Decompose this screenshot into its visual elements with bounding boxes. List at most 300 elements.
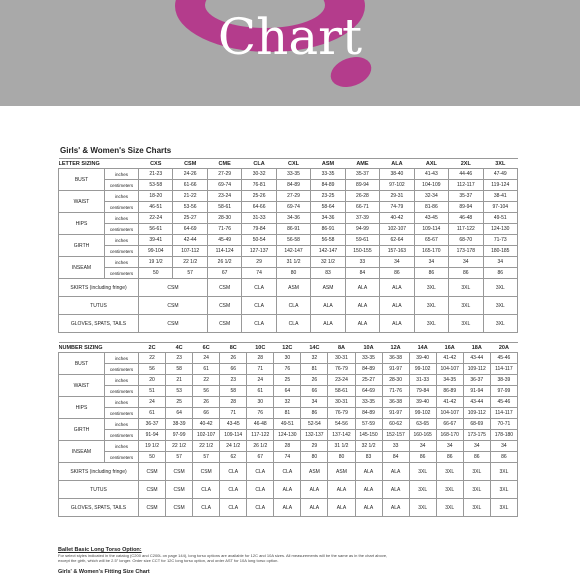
table-cell: ALA xyxy=(345,297,379,315)
table-cell: 180-185 xyxy=(483,246,517,257)
table-cell: 19 1/2 xyxy=(139,441,166,452)
table-cell: 35-37 xyxy=(449,191,483,202)
table-cell: 22 xyxy=(139,353,166,364)
measurement-row xyxy=(59,246,518,257)
table-cell: 71-73 xyxy=(483,235,517,246)
measurement-label: INSEAM xyxy=(59,257,105,279)
measurement-row xyxy=(59,441,518,452)
table-cell: 57 xyxy=(173,268,207,279)
table-cell: CLA xyxy=(242,279,276,297)
table-cell: 23-25 xyxy=(311,191,345,202)
unit-label: centimeters xyxy=(105,180,139,191)
garment-label: TUTUS xyxy=(59,297,139,315)
table-cell: 97-102 xyxy=(380,180,414,191)
table-cell: 32 xyxy=(274,397,301,408)
next-chart-title: Girls' & Women's Fitting Size Chart xyxy=(58,569,150,575)
table-cell: 86 xyxy=(436,452,463,463)
measurement-row xyxy=(59,408,518,419)
size-header-cell: AME xyxy=(345,159,379,169)
table-cell: 64-66 xyxy=(242,202,276,213)
table-cell: ALA xyxy=(345,315,379,333)
table-cell: 83 xyxy=(355,452,382,463)
measurement-row xyxy=(59,375,518,386)
table-cell: 3XL xyxy=(483,315,517,333)
unit-label: inches xyxy=(105,353,139,364)
table-cell: 30 xyxy=(274,353,301,364)
table-cell: 109-114 xyxy=(414,224,448,235)
table-cell: 22 xyxy=(193,375,220,386)
size-header-cell: 14A xyxy=(409,343,436,353)
measurement-row xyxy=(59,224,518,235)
table-cell: 28 xyxy=(247,353,274,364)
table-cell: 67 xyxy=(247,452,274,463)
table-cell: ASM xyxy=(301,463,328,481)
table-cell: 117-122 xyxy=(449,224,483,235)
table-cell: 34 xyxy=(463,441,490,452)
table-cell: 69-74 xyxy=(276,202,310,213)
table-cell: 28 xyxy=(274,441,301,452)
size-header-cell: 18A xyxy=(463,343,490,353)
unit-label: centimeters xyxy=(105,452,139,463)
table-cell: CLA xyxy=(220,463,247,481)
table-cell: 57 xyxy=(166,452,193,463)
table-cell: 3XL xyxy=(483,297,517,315)
table-cell: 56-61 xyxy=(139,224,173,235)
table-cell: 32 xyxy=(301,353,328,364)
measurement-row xyxy=(59,397,518,408)
table-cell: ALA xyxy=(380,297,414,315)
table-cell: 76 xyxy=(247,408,274,419)
table-cell: 76-79 xyxy=(328,408,355,419)
measurement-row xyxy=(59,191,518,202)
size-header-row xyxy=(59,159,518,169)
table-cell: CSM xyxy=(139,315,208,333)
table-cell: 22-24 xyxy=(139,213,173,224)
size-header-cell: 8C xyxy=(220,343,247,353)
table-cell: 43-44 xyxy=(463,353,490,364)
table-cell: 27-29 xyxy=(207,169,241,180)
table-cell: 86-91 xyxy=(276,224,310,235)
table-cell: 32 1/2 xyxy=(311,257,345,268)
notes-section xyxy=(58,547,528,575)
size-header-cell: 4C xyxy=(166,343,193,353)
unit-label: inches xyxy=(105,169,139,180)
table-cell: 38-39 xyxy=(166,419,193,430)
table-cell: 61 xyxy=(139,408,166,419)
size-header-cell: 8A xyxy=(328,343,355,353)
table-cell: 30-31 xyxy=(328,353,355,364)
table-cell: 152-157 xyxy=(382,430,409,441)
table-cell: 34 xyxy=(483,257,517,268)
table-cell: 28-30 xyxy=(382,375,409,386)
table-cell: 86 xyxy=(301,408,328,419)
table-cell: 3XL xyxy=(436,463,463,481)
measurement-row xyxy=(59,213,518,224)
table-cell: 3XL xyxy=(409,499,436,517)
table-cell: 3XL xyxy=(463,499,490,517)
table-cell: 24 xyxy=(193,353,220,364)
table-cell: 62-64 xyxy=(380,235,414,246)
size-header-cell: CXL xyxy=(276,159,310,169)
size-header-cell: AXL xyxy=(414,159,448,169)
size-header-cell: 20A xyxy=(490,343,517,353)
table-cell: 64 xyxy=(274,386,301,397)
table-cell: ASM xyxy=(328,463,355,481)
table-cell: 34 xyxy=(301,397,328,408)
unit-label: centimeters xyxy=(105,408,139,419)
table-cell: 31 1/2 xyxy=(276,257,310,268)
table-cell: 36-37 xyxy=(463,375,490,386)
table-cell: 67 xyxy=(207,268,241,279)
table-cell: 34 xyxy=(380,257,414,268)
table-cell: 3XL xyxy=(409,463,436,481)
table-cell: CSM xyxy=(207,297,241,315)
table-cell: CSM xyxy=(166,463,193,481)
table-cell: 3XL xyxy=(436,499,463,517)
table-cell: 24 xyxy=(247,375,274,386)
table-cell: 84 xyxy=(345,268,379,279)
table-cell: CSM xyxy=(166,481,193,499)
table-cell: CSM xyxy=(207,315,241,333)
unit-label: centimeters xyxy=(105,364,139,375)
table-cell: 29-31 xyxy=(380,191,414,202)
table-cell: 99-102 xyxy=(409,408,436,419)
table-cell: 53-56 xyxy=(173,202,207,213)
table-cell: 86 xyxy=(414,268,448,279)
table-cell: 66 xyxy=(220,364,247,375)
unit-label: inches xyxy=(105,441,139,452)
table-cell: CSM xyxy=(139,297,208,315)
table-cell: ALA xyxy=(274,481,301,499)
garment-label: GLOVES, SPATS, TAILS xyxy=(59,499,139,517)
table-cell: 74 xyxy=(242,268,276,279)
table-cell: 69-74 xyxy=(207,180,241,191)
table-cell: 28-30 xyxy=(207,213,241,224)
size-header-cell: CSM xyxy=(173,159,207,169)
table-cell: 26 xyxy=(220,353,247,364)
table-cell: CLA xyxy=(220,481,247,499)
table-cell: CSM xyxy=(193,463,220,481)
table-cell: 63-65 xyxy=(409,419,436,430)
size-header-cell: CXS xyxy=(139,159,173,169)
table-cell: 124-130 xyxy=(274,430,301,441)
table-cell: 74 xyxy=(274,452,301,463)
size-header-cell: CME xyxy=(207,159,241,169)
table-cell: 79-84 xyxy=(242,224,276,235)
table-cell: CSM xyxy=(207,279,241,297)
table-cell: ALA xyxy=(355,481,382,499)
measurement-row xyxy=(59,180,518,191)
table-cell: ALA xyxy=(380,315,414,333)
unit-label: inches xyxy=(105,397,139,408)
table-cell: 34 xyxy=(414,257,448,268)
table-cell: 27-29 xyxy=(276,191,310,202)
size-header-cell: ASM xyxy=(311,159,345,169)
table-cell: 64-69 xyxy=(173,224,207,235)
garment-row xyxy=(59,297,518,315)
table-cell: 25 xyxy=(166,397,193,408)
table-cell: 43-45 xyxy=(220,419,247,430)
table-cell: 29 xyxy=(242,257,276,268)
table-cell: 41-42 xyxy=(436,397,463,408)
table-cell: 31-33 xyxy=(242,213,276,224)
table-cell: 26 xyxy=(193,397,220,408)
table-cell: 24 1/2 xyxy=(220,441,247,452)
table-cell: 86 xyxy=(463,452,490,463)
table-cell: 23 xyxy=(220,375,247,386)
table-cell: 80 xyxy=(328,452,355,463)
table-cell: 58 xyxy=(166,364,193,375)
table-cell: 25 xyxy=(274,375,301,386)
table-cell: 127-137 xyxy=(242,246,276,257)
table-cell: 31 1/2 xyxy=(328,441,355,452)
table-cell: 26 xyxy=(301,375,328,386)
size-header-cell: 10A xyxy=(355,343,382,353)
table-cell: 58-64 xyxy=(311,202,345,213)
table-cell: 81-86 xyxy=(414,202,448,213)
table-cell: 53-58 xyxy=(139,180,173,191)
table-cell: 94-99 xyxy=(345,224,379,235)
measurement-row xyxy=(59,452,518,463)
unit-label: centimeters xyxy=(105,224,139,235)
table-cell: ALA xyxy=(311,297,345,315)
table-cell: 41-42 xyxy=(436,353,463,364)
table-cell: 36-38 xyxy=(382,397,409,408)
unit-label: inches xyxy=(105,213,139,224)
table-cell: 30-32 xyxy=(242,169,276,180)
letter-sizing-table xyxy=(58,158,518,333)
size-header-cell: 12C xyxy=(274,343,301,353)
unit-label: inches xyxy=(105,257,139,268)
table-cell: 104-109 xyxy=(414,180,448,191)
size-header-cell: 2XL xyxy=(449,159,483,169)
table-cell: 23-24 xyxy=(207,191,241,202)
table-cell: CLA xyxy=(247,463,274,481)
table-cell: 61 xyxy=(193,364,220,375)
header-banner xyxy=(0,0,580,106)
measurement-label: GIRTH xyxy=(59,235,105,257)
table-cell: 61-66 xyxy=(173,180,207,191)
measurement-row xyxy=(59,235,518,246)
table-cell: 21 xyxy=(166,375,193,386)
unit-label: centimeters xyxy=(105,268,139,279)
size-header-cell: 6C xyxy=(193,343,220,353)
measurement-label: BUST xyxy=(59,169,105,191)
table-cell: 22 1/2 xyxy=(173,257,207,268)
table-cell: 178-180 xyxy=(490,430,517,441)
measurement-row xyxy=(59,419,518,430)
table-cell: 32-34 xyxy=(414,191,448,202)
table-cell: 3XL xyxy=(490,463,517,481)
table-cell: 56 xyxy=(139,364,166,375)
table-cell: 45-49 xyxy=(207,235,241,246)
unit-label: inches xyxy=(105,235,139,246)
table-cell: CSM xyxy=(166,499,193,517)
table-cell: 60-62 xyxy=(382,419,409,430)
table-cell: 33 xyxy=(345,257,379,268)
table-cell: 45-46 xyxy=(490,397,517,408)
notes-line: For select styles indicated in the catalog (C200 and C200L on page 144), long torso options are available for 12C and 10A sizes. All measurements will be the same as in the chart above, xyxy=(58,553,388,558)
table-cell: 38-40 xyxy=(380,169,414,180)
table-cell: 56-58 xyxy=(276,235,310,246)
table-cell: 36-37 xyxy=(139,419,166,430)
table-cell: 3XL xyxy=(414,315,448,333)
table-cell: 29 xyxy=(301,441,328,452)
table-cell: 62 xyxy=(220,452,247,463)
table-cell: 84-89 xyxy=(276,180,310,191)
notes-line: except the girth, which will be 2.5" longer. Order size CCT for 12C long torso option, and order AST for 10A long torso option. xyxy=(58,558,279,563)
table-cell: 58-61 xyxy=(207,202,241,213)
table-cell: 97-99 xyxy=(490,386,517,397)
table-cell: 58 xyxy=(220,386,247,397)
measurement-row xyxy=(59,364,518,375)
table-cell: 31-33 xyxy=(409,375,436,386)
table-cell: 43-44 xyxy=(463,397,490,408)
table-cell: 3XL xyxy=(490,481,517,499)
number-sizing-table xyxy=(58,342,518,517)
measurement-label: WAIST xyxy=(59,191,105,213)
garment-label: TUTUS xyxy=(59,481,139,499)
table-cell: CLA xyxy=(242,297,276,315)
table-cell: 3XL xyxy=(449,315,483,333)
table-cell: 28 xyxy=(220,397,247,408)
table-cell: 26 1/2 xyxy=(247,441,274,452)
notes-title: Ballet Basic Long Torso Option: xyxy=(58,547,142,553)
table-cell: 70-71 xyxy=(490,419,517,430)
garment-label: SKIRTS (including fringe) xyxy=(59,279,139,297)
measurement-row xyxy=(59,268,518,279)
document-title: Girls' & Women's Size Charts xyxy=(60,146,172,155)
table-cell: 59-61 xyxy=(345,235,379,246)
table-cell: 68-70 xyxy=(449,235,483,246)
table-cell: 81 xyxy=(274,408,301,419)
measurement-label: GIRTH xyxy=(59,419,105,441)
garment-row xyxy=(59,279,518,297)
table-cell: 39-40 xyxy=(409,353,436,364)
table-cell: ASM xyxy=(276,279,310,297)
table-cell: CLA xyxy=(247,481,274,499)
table-cell: 54-56 xyxy=(328,419,355,430)
measurement-label: WAIST xyxy=(59,375,105,397)
table-cell: CSM xyxy=(139,499,166,517)
table-cell: 66 xyxy=(193,408,220,419)
table-cell: 86 xyxy=(409,452,436,463)
measurement-row xyxy=(59,430,518,441)
table-cell: 160-165 xyxy=(409,430,436,441)
table-cell: 33-35 xyxy=(311,169,345,180)
table-cell: 86-89 xyxy=(436,386,463,397)
table-cell: 3XL xyxy=(409,481,436,499)
table-cell: 102-107 xyxy=(193,430,220,441)
table-cell: 57 xyxy=(193,452,220,463)
measurement-row xyxy=(59,386,518,397)
table-cell: 66-71 xyxy=(345,202,379,213)
table-cell: 42-44 xyxy=(173,235,207,246)
table-cell: 43-45 xyxy=(414,213,448,224)
table-cell: 91-94 xyxy=(139,430,166,441)
garment-label: SKIRTS (including fringe) xyxy=(59,463,139,481)
table-cell: 56 xyxy=(193,386,220,397)
measurement-row xyxy=(59,169,518,180)
table-cell: CLA xyxy=(220,499,247,517)
table-cell: ALA xyxy=(301,481,328,499)
table-cell: 150-155 xyxy=(345,246,379,257)
section-label: NUMBER SIZING xyxy=(59,343,139,353)
table-cell: 52-54 xyxy=(301,419,328,430)
table-cell: 64-69 xyxy=(355,386,382,397)
garment-row xyxy=(59,463,518,481)
table-cell: 74-79 xyxy=(380,202,414,213)
table-cell: CLA xyxy=(242,315,276,333)
table-cell: ASM xyxy=(311,279,345,297)
table-cell: 3XL xyxy=(414,297,448,315)
table-cell: CSM xyxy=(139,481,166,499)
table-cell: 61 xyxy=(247,386,274,397)
unit-label: centimeters xyxy=(105,246,139,257)
table-cell: 37-39 xyxy=(345,213,379,224)
table-cell: 22 1/2 xyxy=(166,441,193,452)
table-cell: ALA xyxy=(311,315,345,333)
table-cell: 81 xyxy=(301,364,328,375)
unit-label: inches xyxy=(105,191,139,202)
table-cell: 46-48 xyxy=(247,419,274,430)
table-cell: ALA xyxy=(328,499,355,517)
table-cell: ALA xyxy=(380,279,414,297)
table-cell: 58-61 xyxy=(328,386,355,397)
table-cell: 40-42 xyxy=(193,419,220,430)
table-cell: 35-37 xyxy=(345,169,379,180)
table-cell: 86-91 xyxy=(311,224,345,235)
table-cell: 76 xyxy=(274,364,301,375)
size-header-cell: 10C xyxy=(247,343,274,353)
table-cell: 19 1/2 xyxy=(139,257,173,268)
table-cell: 114-117 xyxy=(490,364,517,375)
table-cell: 80 xyxy=(276,268,310,279)
table-cell: 3XL xyxy=(463,481,490,499)
size-header-cell: 2C xyxy=(139,343,166,353)
measurement-label: BUST xyxy=(59,353,105,375)
table-cell: 112-117 xyxy=(449,180,483,191)
table-cell: ALA xyxy=(301,499,328,517)
size-header-cell: ALA xyxy=(380,159,414,169)
table-cell: 109-114 xyxy=(220,430,247,441)
table-cell: 91-97 xyxy=(382,364,409,375)
size-header-cell: 12A xyxy=(382,343,409,353)
table-cell: 3XL xyxy=(490,499,517,517)
table-cell: 71 xyxy=(247,364,274,375)
table-cell: CLA xyxy=(274,463,301,481)
size-header-cell: 16A xyxy=(436,343,463,353)
table-cell: 71-76 xyxy=(207,224,241,235)
table-cell: 142-147 xyxy=(276,246,310,257)
table-cell: 34 xyxy=(449,257,483,268)
table-cell: 3XL xyxy=(414,279,448,297)
table-cell: CLA xyxy=(276,315,310,333)
table-cell: ALA xyxy=(355,463,382,481)
table-cell: 66-67 xyxy=(436,419,463,430)
table-cell: ALA xyxy=(328,481,355,499)
table-cell: 51 xyxy=(139,386,166,397)
table-cell: 39-41 xyxy=(139,235,173,246)
table-cell: 76-81 xyxy=(242,180,276,191)
table-cell: 3XL xyxy=(483,279,517,297)
measurement-label: HIPS xyxy=(59,213,105,235)
size-header-cell: 14C xyxy=(301,343,328,353)
table-cell: 89-94 xyxy=(345,180,379,191)
table-cell: 53 xyxy=(166,386,193,397)
table-cell: 25-27 xyxy=(173,213,207,224)
table-cell: 50-54 xyxy=(242,235,276,246)
